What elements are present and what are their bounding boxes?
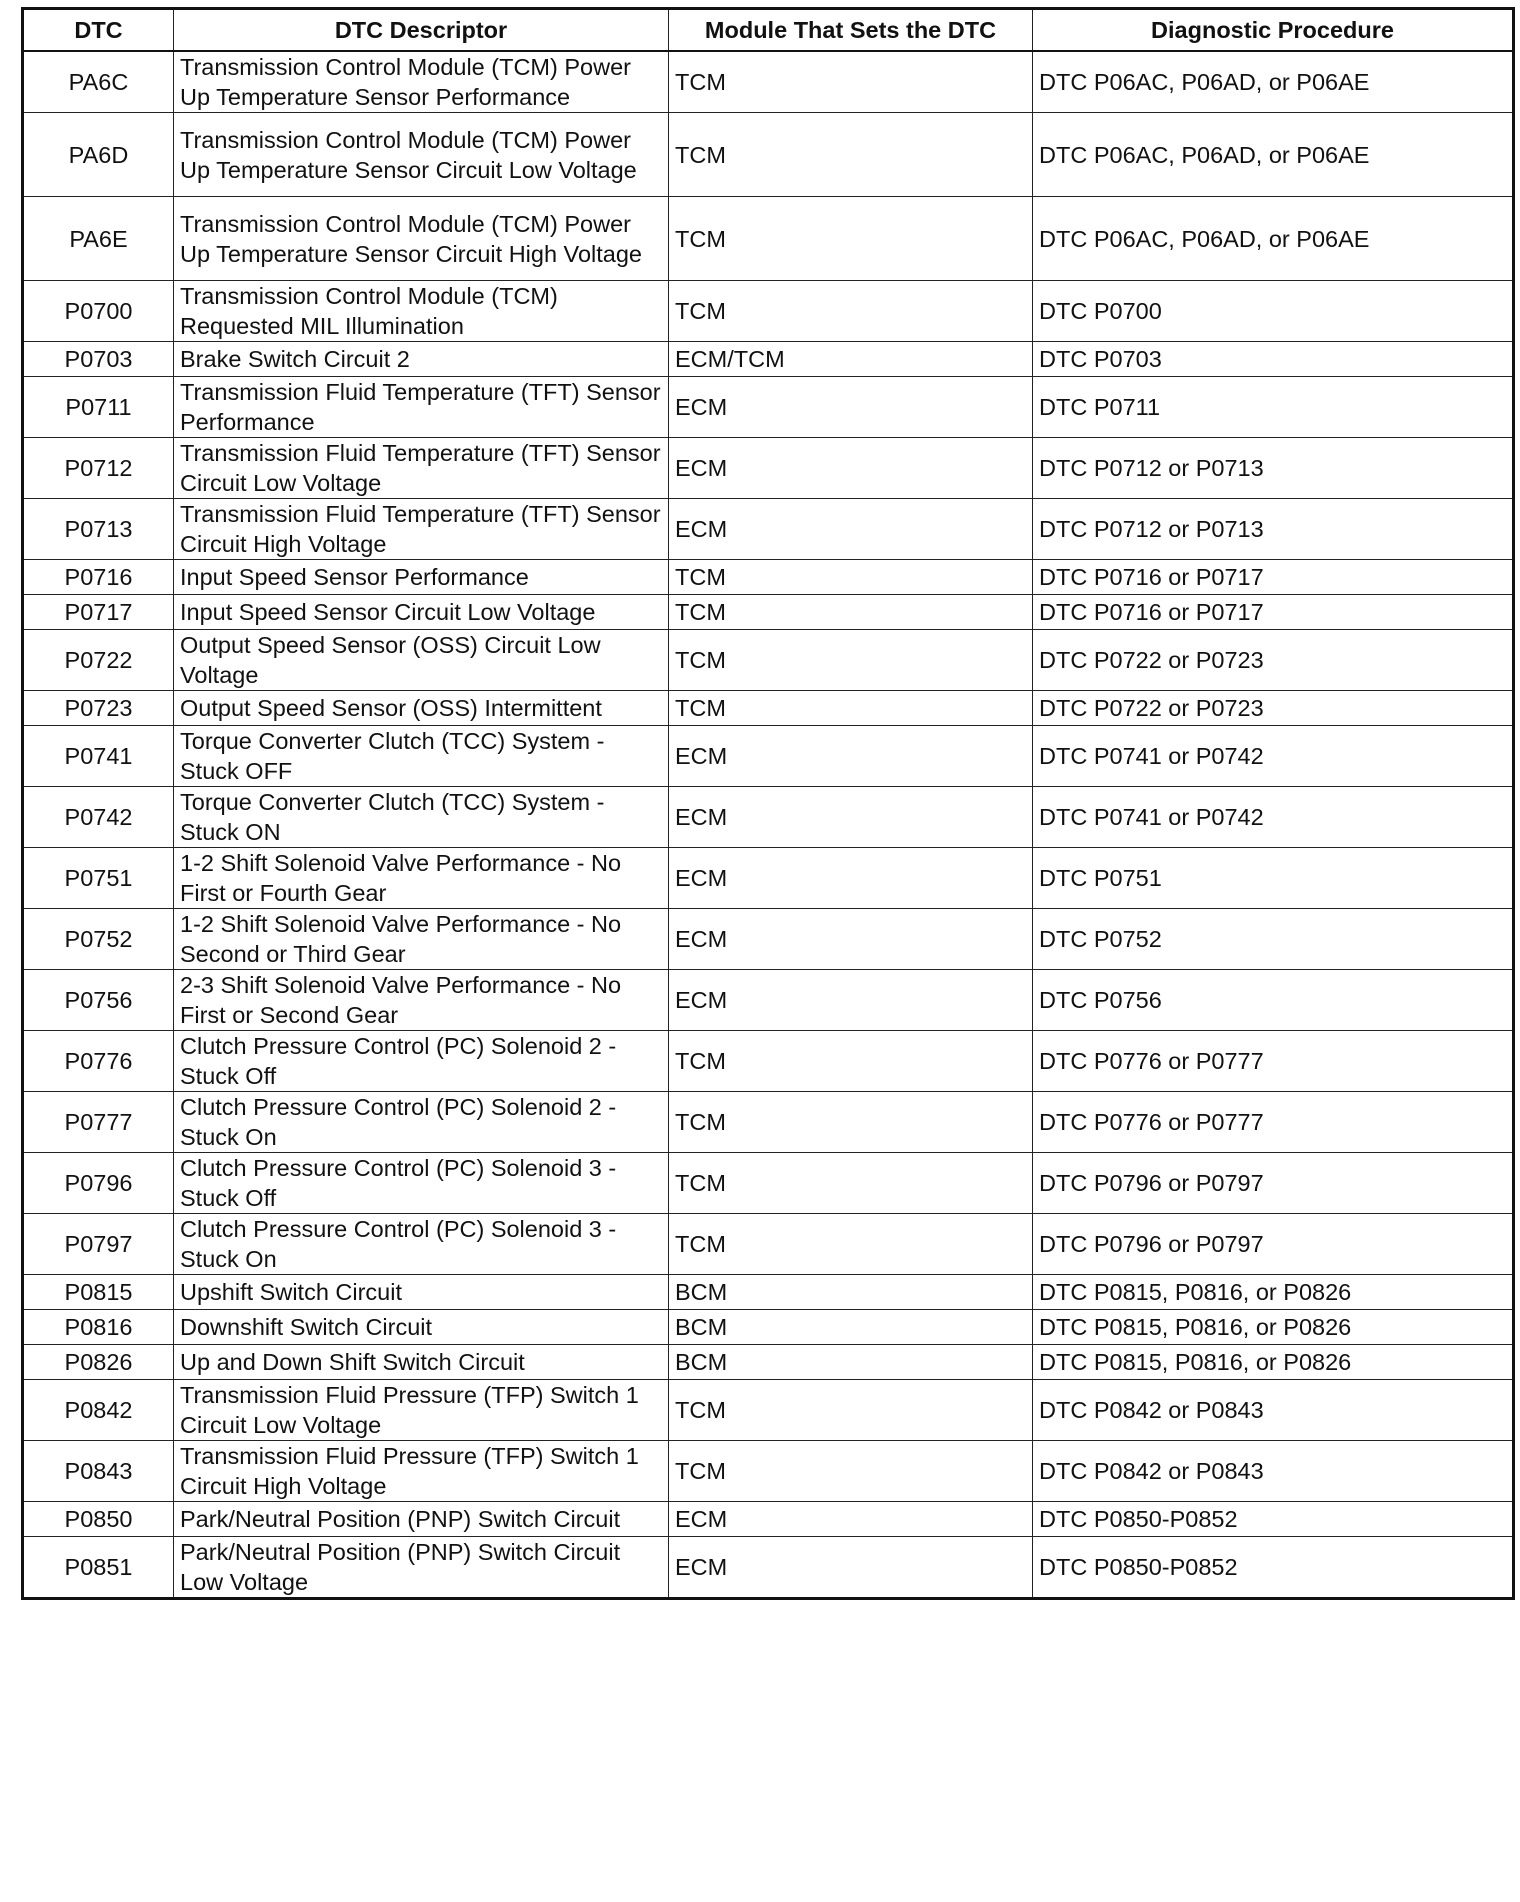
cell-descriptor: Upshift Switch Circuit [174,1275,669,1310]
cell-descriptor: Output Speed Sensor (OSS) Circuit Low Voltage [174,630,669,691]
cell-dtc: P0717 [23,595,174,630]
cell-module: ECM [669,438,1033,499]
cell-dtc: P0842 [23,1380,174,1441]
cell-procedure: DTC P06AC, P06AD, or P06AE [1033,51,1514,113]
cell-descriptor: Torque Converter Clutch (TCC) System - Stuck OFF [174,726,669,787]
cell-procedure: DTC P0850-P0852 [1033,1537,1514,1599]
cell-procedure: DTC P0842 or P0843 [1033,1441,1514,1502]
cell-module: TCM [669,1441,1033,1502]
table-row [23,1092,1514,1153]
cell-descriptor: 1-2 Shift Solenoid Valve Performance - No First or Fourth Gear [174,848,669,909]
cell-descriptor: Clutch Pressure Control (PC) Solenoid 2 - Stuck On [174,1092,669,1153]
cell-dtc: P0851 [23,1537,174,1599]
cell-dtc: PA6E [23,197,174,281]
table-row [23,499,1514,560]
header-dtc: DTC [23,9,174,52]
cell-dtc: PA6D [23,113,174,197]
cell-procedure: DTC P0700 [1033,281,1514,342]
cell-module: TCM [669,1380,1033,1441]
table-row [23,1537,1514,1599]
cell-descriptor: Transmission Fluid Temperature (TFT) Sensor Circuit High Voltage [174,499,669,560]
cell-procedure: DTC P0751 [1033,848,1514,909]
header-procedure: Diagnostic Procedure [1033,9,1514,52]
cell-dtc: P0741 [23,726,174,787]
cell-procedure: DTC P0722 or P0723 [1033,630,1514,691]
cell-module: ECM [669,970,1033,1031]
cell-module: TCM [669,1214,1033,1275]
cell-module: TCM [669,691,1033,726]
cell-module: TCM [669,1092,1033,1153]
cell-procedure: DTC P0741 or P0742 [1033,787,1514,848]
cell-descriptor: Input Speed Sensor Performance [174,560,669,595]
header-descriptor: DTC Descriptor [174,9,669,52]
table-row [23,197,1514,281]
dtc-table [21,7,1515,1600]
cell-descriptor: Torque Converter Clutch (TCC) System - Stuck ON [174,787,669,848]
cell-dtc: P0776 [23,1031,174,1092]
table-row [23,630,1514,691]
table-row [23,281,1514,342]
table-row [23,113,1514,197]
table-row [23,726,1514,787]
table-row [23,1380,1514,1441]
table-row [23,1031,1514,1092]
cell-module: ECM/TCM [669,342,1033,377]
table-row [23,1502,1514,1537]
table-row [23,342,1514,377]
cell-descriptor: Transmission Fluid Temperature (TFT) Sensor Performance [174,377,669,438]
cell-module: TCM [669,595,1033,630]
cell-procedure: DTC P0815, P0816, or P0826 [1033,1345,1514,1380]
table-row [23,1441,1514,1502]
cell-descriptor: 2-3 Shift Solenoid Valve Performance - No First or Second Gear [174,970,669,1031]
cell-module: TCM [669,1031,1033,1092]
cell-dtc: P0815 [23,1275,174,1310]
cell-descriptor: Transmission Fluid Pressure (TFP) Switch 1 Circuit High Voltage [174,1441,669,1502]
cell-procedure: DTC P0716 or P0717 [1033,595,1514,630]
cell-procedure: DTC P0815, P0816, or P0826 [1033,1275,1514,1310]
table-row [23,1310,1514,1345]
cell-procedure: DTC P0756 [1033,970,1514,1031]
table-row [23,51,1514,113]
cell-dtc: P0777 [23,1092,174,1153]
cell-procedure: DTC P0703 [1033,342,1514,377]
cell-dtc: P0703 [23,342,174,377]
cell-module: ECM [669,909,1033,970]
table-header [23,9,1514,52]
cell-module: TCM [669,1153,1033,1214]
cell-module: TCM [669,51,1033,113]
header-row [23,9,1514,52]
cell-module: BCM [669,1345,1033,1380]
cell-procedure: DTC P0815, P0816, or P0826 [1033,1310,1514,1345]
table-row [23,787,1514,848]
cell-module: TCM [669,281,1033,342]
table-row [23,560,1514,595]
cell-descriptor: Park/Neutral Position (PNP) Switch Circuit Low Voltage [174,1537,669,1599]
cell-module: ECM [669,1537,1033,1599]
cell-dtc: P0796 [23,1153,174,1214]
cell-descriptor: Brake Switch Circuit 2 [174,342,669,377]
cell-module: ECM [669,848,1033,909]
table-row [23,1275,1514,1310]
cell-module: ECM [669,1502,1033,1537]
cell-procedure: DTC P0796 or P0797 [1033,1214,1514,1275]
cell-descriptor: Clutch Pressure Control (PC) Solenoid 3 - Stuck On [174,1214,669,1275]
cell-descriptor: Transmission Control Module (TCM) Power Up Temperature Sensor Circuit High Voltage [174,197,669,281]
cell-module: TCM [669,560,1033,595]
table-row [23,1153,1514,1214]
cell-descriptor: Transmission Fluid Pressure (TFP) Switch 1 Circuit Low Voltage [174,1380,669,1441]
cell-dtc: P0742 [23,787,174,848]
table-row [23,691,1514,726]
cell-module: ECM [669,377,1033,438]
cell-dtc: P0713 [23,499,174,560]
table-row [23,595,1514,630]
cell-module: TCM [669,630,1033,691]
cell-procedure: DTC P0741 or P0742 [1033,726,1514,787]
cell-procedure: DTC P0842 or P0843 [1033,1380,1514,1441]
cell-procedure: DTC P0796 or P0797 [1033,1153,1514,1214]
cell-module: BCM [669,1275,1033,1310]
cell-module: ECM [669,499,1033,560]
cell-dtc: P0756 [23,970,174,1031]
table-row [23,438,1514,499]
cell-procedure: DTC P0716 or P0717 [1033,560,1514,595]
cell-module: TCM [669,113,1033,197]
cell-descriptor: 1-2 Shift Solenoid Valve Performance - No Second or Third Gear [174,909,669,970]
table-row [23,1345,1514,1380]
cell-descriptor: Transmission Control Module (TCM) Requested MIL Illumination [174,281,669,342]
table-row [23,1214,1514,1275]
table-row [23,377,1514,438]
cell-dtc: P0816 [23,1310,174,1345]
cell-dtc: PA6C [23,51,174,113]
cell-dtc: P0723 [23,691,174,726]
cell-dtc: P0826 [23,1345,174,1380]
cell-procedure: DTC P0776 or P0777 [1033,1092,1514,1153]
cell-descriptor: Transmission Control Module (TCM) Power Up Temperature Sensor Circuit Low Voltage [174,113,669,197]
cell-descriptor: Up and Down Shift Switch Circuit [174,1345,669,1380]
cell-descriptor: Input Speed Sensor Circuit Low Voltage [174,595,669,630]
cell-dtc: P0700 [23,281,174,342]
cell-procedure: DTC P06AC, P06AD, or P06AE [1033,197,1514,281]
cell-module: TCM [669,197,1033,281]
cell-procedure: DTC P0712 or P0713 [1033,499,1514,560]
cell-dtc: P0711 [23,377,174,438]
cell-descriptor: Output Speed Sensor (OSS) Intermittent [174,691,669,726]
cell-descriptor: Clutch Pressure Control (PC) Solenoid 3 - Stuck Off [174,1153,669,1214]
cell-descriptor: Clutch Pressure Control (PC) Solenoid 2 - Stuck Off [174,1031,669,1092]
cell-module: ECM [669,726,1033,787]
cell-procedure: DTC P0776 or P0777 [1033,1031,1514,1092]
table-body [23,51,1514,1599]
cell-dtc: P0850 [23,1502,174,1537]
cell-descriptor: Transmission Control Module (TCM) Power Up Temperature Sensor Performance [174,51,669,113]
cell-dtc: P0752 [23,909,174,970]
cell-procedure: DTC P0722 or P0723 [1033,691,1514,726]
cell-module: BCM [669,1310,1033,1345]
table-row [23,848,1514,909]
cell-descriptor: Park/Neutral Position (PNP) Switch Circuit [174,1502,669,1537]
cell-dtc: P0712 [23,438,174,499]
cell-module: ECM [669,787,1033,848]
cell-dtc: P0722 [23,630,174,691]
table-row [23,970,1514,1031]
cell-procedure: DTC P06AC, P06AD, or P06AE [1033,113,1514,197]
cell-procedure: DTC P0711 [1033,377,1514,438]
cell-procedure: DTC P0850-P0852 [1033,1502,1514,1537]
cell-dtc: P0751 [23,848,174,909]
cell-dtc: P0843 [23,1441,174,1502]
cell-procedure: DTC P0712 or P0713 [1033,438,1514,499]
cell-procedure: DTC P0752 [1033,909,1514,970]
cell-dtc: P0716 [23,560,174,595]
cell-descriptor: Downshift Switch Circuit [174,1310,669,1345]
header-module: Module That Sets the DTC [669,9,1033,52]
cell-descriptor: Transmission Fluid Temperature (TFT) Sensor Circuit Low Voltage [174,438,669,499]
cell-dtc: P0797 [23,1214,174,1275]
table-row [23,909,1514,970]
